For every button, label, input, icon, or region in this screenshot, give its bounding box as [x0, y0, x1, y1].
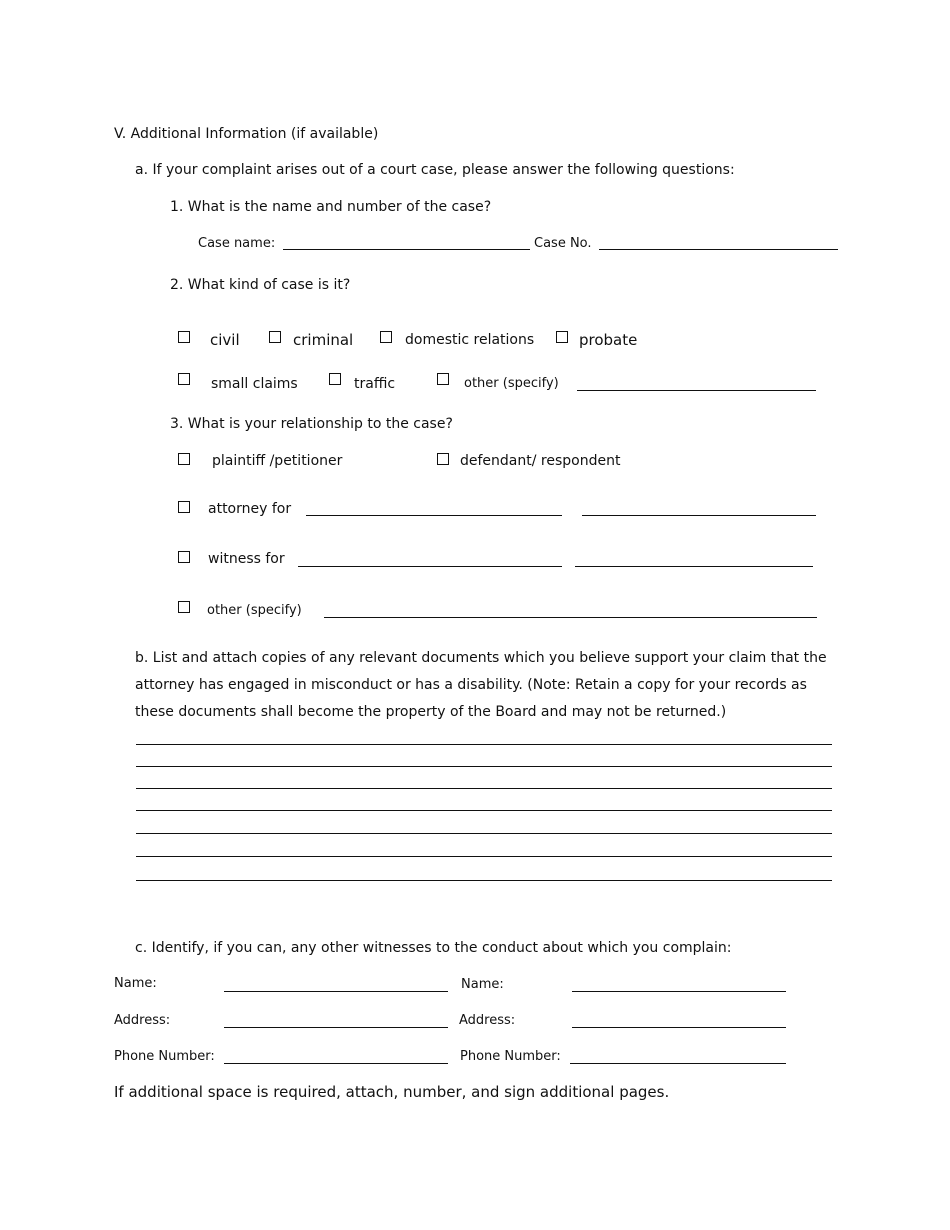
traffic-checkbox[interactable]	[329, 373, 341, 385]
witness-for-label: witness for	[208, 551, 285, 567]
witness-1-address-field[interactable]	[224, 1027, 448, 1028]
attorney-for-field-2[interactable]	[582, 515, 816, 516]
documents-line[interactable]	[136, 744, 832, 745]
criminal-label: criminal	[293, 331, 354, 349]
other-relationship-label: other (specify)	[207, 603, 302, 618]
attorney-for-checkbox[interactable]	[178, 501, 190, 513]
domestic-relations-checkbox[interactable]	[380, 331, 392, 343]
part-b-line-2: attorney has engaged in misconduct or has a disability. (Note: Retain a copy for your records as	[135, 677, 807, 693]
probate-checkbox[interactable]	[556, 331, 568, 343]
witness-1-name-label: Name:	[114, 976, 157, 991]
witness-1-name-field[interactable]	[224, 991, 448, 992]
part-b-line-3: these documents shall become the property of the Board and may not be returned.)	[135, 704, 727, 720]
witness-2-address-label: Address:	[459, 1013, 516, 1028]
witness-1-address-label: Address:	[114, 1013, 171, 1028]
footer-note: If additional space is required, attach, number, and sign additional pages.	[114, 1083, 670, 1101]
small-claims-label: small claims	[211, 376, 298, 392]
documents-line[interactable]	[136, 788, 832, 789]
small-claims-checkbox[interactable]	[178, 373, 190, 385]
plaintiff-checkbox[interactable]	[178, 453, 190, 465]
documents-line[interactable]	[136, 810, 832, 811]
question-3: 3. What is your relationship to the case?	[170, 416, 453, 432]
other-relationship-field[interactable]	[324, 617, 817, 618]
witness-1-phone-label: Phone Number:	[114, 1049, 215, 1064]
witness-2-address-field[interactable]	[572, 1027, 786, 1028]
witness-for-field-2[interactable]	[575, 566, 813, 567]
documents-line[interactable]	[136, 856, 832, 857]
defendant-checkbox[interactable]	[437, 453, 449, 465]
witness-2-name-field[interactable]	[572, 991, 786, 992]
witness-for-field[interactable]	[298, 566, 562, 567]
case-no-field[interactable]	[599, 249, 838, 250]
defendant-label: defendant/ respondent	[460, 453, 621, 469]
witness-1-phone-field[interactable]	[224, 1063, 448, 1064]
other-case-label: other (specify)	[464, 376, 559, 391]
section-title: V. Additional Information (if available)	[114, 126, 379, 142]
case-no-label: Case No.	[534, 236, 592, 251]
documents-line[interactable]	[136, 766, 832, 767]
other-case-checkbox[interactable]	[437, 373, 449, 385]
question-2: 2. What kind of case is it?	[170, 277, 351, 293]
probate-label: probate	[579, 331, 638, 349]
witness-2-phone-field[interactable]	[570, 1063, 786, 1064]
attorney-for-label: attorney for	[208, 501, 292, 517]
other-relationship-checkbox[interactable]	[178, 601, 190, 613]
attorney-for-field[interactable]	[306, 515, 562, 516]
documents-line[interactable]	[136, 833, 832, 834]
witness-2-phone-label: Phone Number:	[460, 1049, 561, 1064]
part-c-intro: c. Identify, if you can, any other witnesses to the conduct about which you complain:	[135, 940, 732, 956]
other-case-field[interactable]	[577, 390, 816, 391]
civil-checkbox[interactable]	[178, 331, 190, 343]
traffic-label: traffic	[354, 376, 396, 392]
case-name-field[interactable]	[283, 249, 530, 250]
civil-label: civil	[210, 331, 240, 349]
question-1: 1. What is the name and number of the case?	[170, 199, 492, 215]
part-b-line-1: b. List and attach copies of any relevant documents which you believe support your claim that the	[135, 650, 827, 666]
documents-line[interactable]	[136, 880, 832, 881]
criminal-checkbox[interactable]	[269, 331, 281, 343]
domestic-relations-label: domestic relations	[405, 332, 535, 348]
witness-for-checkbox[interactable]	[178, 551, 190, 563]
witness-2-name-label: Name:	[461, 977, 504, 992]
plaintiff-label: plaintiff /petitioner	[212, 453, 343, 469]
part-a-intro: a. If your complaint arises out of a court case, please answer the following questions:	[135, 162, 735, 178]
case-name-label: Case name:	[198, 236, 276, 251]
